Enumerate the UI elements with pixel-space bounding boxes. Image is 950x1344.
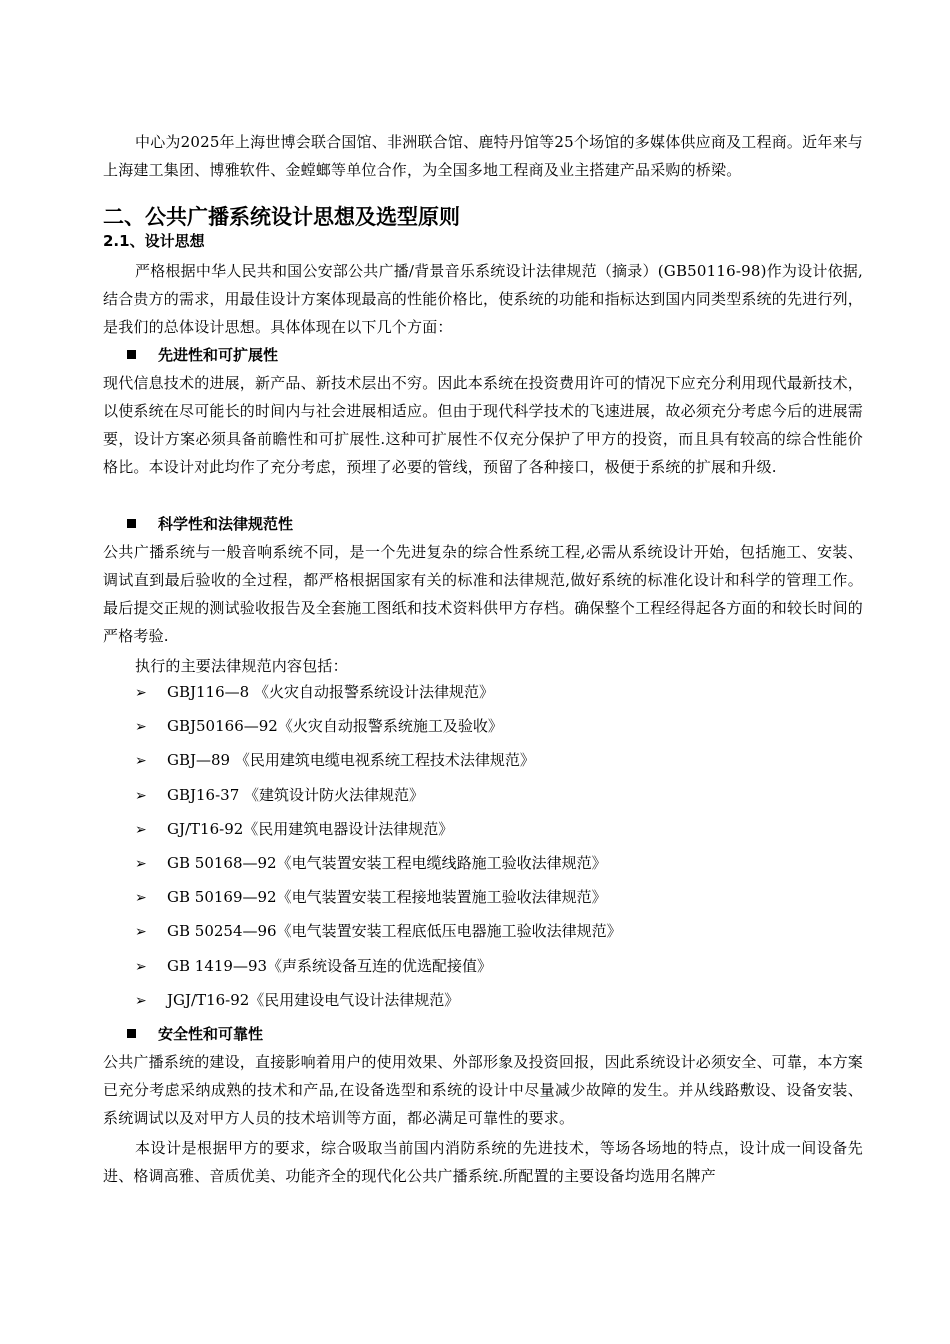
arrow-bullet-icon: ➢ bbox=[135, 958, 147, 975]
topic-heading-text: 科学性和法律规范性 bbox=[158, 515, 294, 533]
filled-square-icon bbox=[127, 1029, 136, 1038]
topic-heading-1 bbox=[127, 343, 278, 367]
closing-paragraph: 本设计是根据甲方的要求，综合吸取当前国内消防系统的先进技术，等场各场地的特点，设计成一间设备先进、格调高雅、音质优美、功能齐全的现代化公共广播系统.所配置的主要设备均选用名牌产 bbox=[103, 1139, 863, 1185]
list-item bbox=[135, 781, 622, 815]
list-item bbox=[135, 746, 622, 780]
arrow-bullet-icon: ➢ bbox=[135, 787, 147, 804]
list-item bbox=[135, 678, 622, 712]
arrow-bullet-icon: ➢ bbox=[135, 821, 147, 838]
intro-paragraph: 中心为2025年上海世博会联合国馆、非洲联合馆、鹿特丹馆等25个场馆的多媒体供应商及工程商。近年来与上海建工集团、博雅软件、金螳螂等单位合作，为全国多地工程商及业主搭建产品采购的桥梁。 bbox=[103, 133, 863, 179]
filled-square-icon bbox=[127, 350, 136, 359]
list-item-text: GBJ116—8 《火灾自动报警系统设计法律规范》 bbox=[167, 683, 494, 701]
list-item-text: GB 1419—93《声系统设备互连的优选配接值》 bbox=[167, 956, 493, 975]
topic-text-1: 现代信息技术的进展，新产品、新技术层出不穷。因此本系统在投资费用许可的情况下应充分利用现代最新技术，以使系统在尽可能长的时间内与社会进展相适应。但由于现代科学技术的飞速进展，故必须充分考虑今后的进展需要，设计方案必须具备前瞻性和可扩展性.这种可扩展性不仅充分保护了甲方的投资，而且具有较高的综合性能价格比。本设计对此均作了充分考虑，预埋了必要的管线，预留了各种接口，极便于系统的扩展和升级. bbox=[103, 374, 864, 476]
arrow-bullet-icon: ➢ bbox=[135, 992, 147, 1009]
topic-heading-text: 先进性和可扩展性 bbox=[158, 346, 279, 364]
list-item-text: GJ/T16-92《民用建筑电器设计法律规范》 bbox=[167, 819, 454, 838]
arrow-bullet-icon: ➢ bbox=[135, 855, 147, 872]
list-item bbox=[135, 883, 622, 917]
arrow-bullet-icon: ➢ bbox=[135, 685, 147, 701]
list-item-text: JGJ/T16-92《民用建设电气设计法律规范》 bbox=[167, 990, 460, 1009]
topic-text-2: 公共广播系统与一般音响系统不同，是一个先进复杂的综合性系统工程,必需从系统设计开始，包括施工、安装、调试直到最后验收的全过程，都严格根据国家有关的标准和法律规范,做好系统的标准化设计和科学的管理工作。最后提交正规的测试验收报告及全套施工图纸和技术资料供甲方存档。确保整个工程经得起各方面的和较长时间的严格考验. bbox=[103, 543, 864, 645]
standards-intro: 执行的主要法律规范内容包括： bbox=[135, 657, 348, 675]
list-item bbox=[135, 917, 622, 951]
list-item bbox=[135, 815, 622, 849]
list-item bbox=[135, 986, 622, 1020]
list-item-text: GB 50168—92《电气装置安装工程电缆线路施工验收法律规范》 bbox=[167, 853, 607, 872]
topic-heading-text: 安全性和可靠性 bbox=[158, 1025, 264, 1043]
arrow-bullet-icon: ➢ bbox=[135, 753, 147, 770]
section-title: 二、公共广播系统设计思想及选型原则 bbox=[103, 205, 460, 229]
list-item bbox=[135, 849, 622, 883]
list-item-text: GB 50254—96《电气装置安装工程底低压电器施工验收法律规范》 bbox=[167, 922, 622, 941]
arrow-bullet-icon: ➢ bbox=[135, 924, 147, 941]
filled-square-icon bbox=[127, 519, 136, 528]
list-item bbox=[135, 712, 622, 746]
list-item-text: GBJ16-37 《建筑设计防火法律规范》 bbox=[167, 785, 425, 804]
topic-heading-2 bbox=[127, 512, 293, 536]
subsection-title: 2.1、设计思想 bbox=[103, 232, 205, 250]
arrow-bullet-icon: ➢ bbox=[135, 890, 147, 907]
design-paragraph: 严格根据中华人民共和国公安部公共广播/背景音乐系统设计法律规范（摘录）(GB50116-98)作为设计依据,结合贵方的需求，用最佳设计方案体现最高的性能价格比，使系统的功能和指标达到国内同类型系统的先进行列，是我们的总体设计思想。具体体现在以下几个方面： bbox=[103, 262, 864, 336]
list-item-text: GBJ50166—92《火灾自动报警系统施工及验收》 bbox=[167, 717, 503, 736]
arrow-bullet-icon: ➢ bbox=[135, 719, 147, 736]
list-item-text: GBJ—89 《民用建筑电缆电视系统工程技术法律规范》 bbox=[167, 751, 535, 770]
topic-text-3: 公共广播系统的建设，直接影响着用户的使用效果、外部形象及投资回报，因此系统设计必须安全、可靠，本方案已充分考虑采纳成熟的技术和产品,在设备选型和系统的设计中尽量减少故障的发生。并从线路敷设、设备安装、系统调试以及对甲方人员的技术培训等方面，都必满足可靠性的要求。 bbox=[103, 1053, 864, 1127]
list-item bbox=[135, 952, 622, 986]
standards-list bbox=[135, 678, 622, 1020]
topic-heading-3 bbox=[127, 1022, 263, 1046]
list-item-text: GB 50169—92《电气装置安装工程接地装置施工验收法律规范》 bbox=[167, 888, 607, 907]
